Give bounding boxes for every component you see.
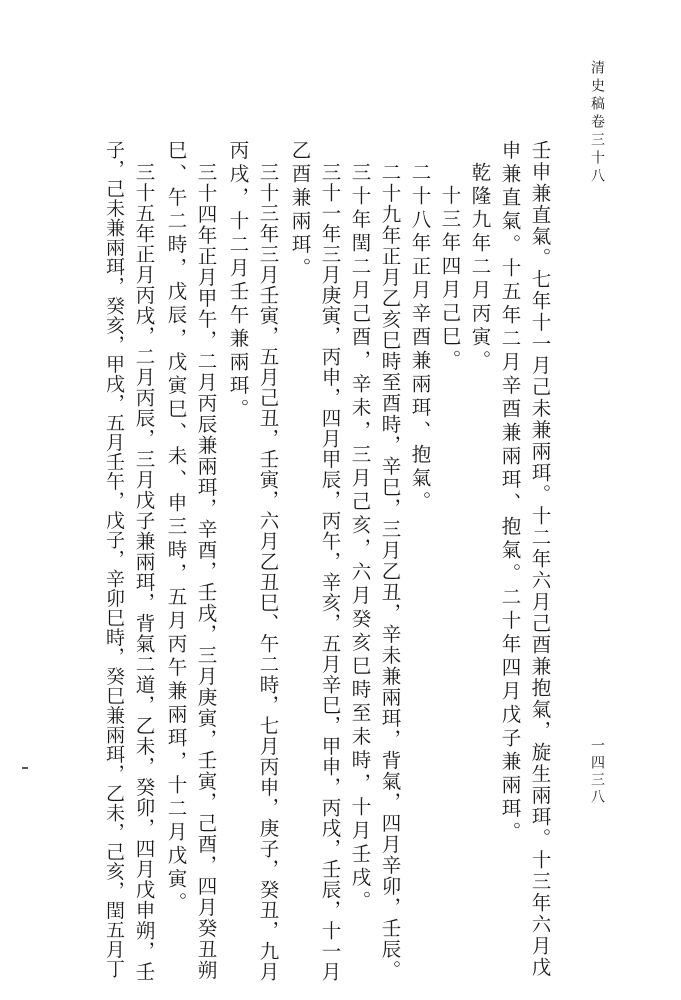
scan-speck xyxy=(22,767,28,769)
text-column: 壬申兼直氣。七年十一月己未兼兩珥。十二年六月己酉兼抱氣，旋生兩珥。十三年六月戊 xyxy=(528,140,552,979)
text-column: 子，己未兼兩珥，癸亥，甲戌，五月壬午，戊子，辛卯巳時，癸巳兼兩珥，乙未，己亥，閏五月丁 xyxy=(103,140,125,979)
text-column: 十三年四月己巳。 xyxy=(438,185,462,373)
text-column: 乾隆九年二月丙寅。 xyxy=(468,162,492,374)
text-column: 丙戌，十二月壬午兼兩珥。 xyxy=(226,140,250,422)
text-column: 三十三年三月壬寅，五月己丑，壬寅，六月乙丑巳、午二時，七月丙申，庚子，癸丑，九月 xyxy=(256,162,280,982)
text-column: 三十年閏二月己酉，辛未，三月己亥，六月癸亥巳時至未時，十月壬戌。 xyxy=(348,162,372,914)
text-column: 巳、午二時，戊辰，戊寅巳、未、申三時，五月丙午兼兩珥，十二月戊寅。 xyxy=(164,140,188,916)
text-column: 二十八年正月辛酉兼兩珥、抱氣。 xyxy=(408,162,432,515)
text-column: 三十一年三月庚寅，丙申，四月甲辰，丙午，辛亥，五月辛巳，甲申，丙戌，壬辰，十一月 xyxy=(318,162,342,982)
text-column: 二十九年正月乙亥巳時至酉時，辛巳，三月乙丑，辛未兼兩珥，背氣，四月辛卯，壬辰。 xyxy=(378,162,402,981)
text-column: 乙酉兼兩珥。 xyxy=(288,140,312,281)
running-header: 清史稿卷三十八 xyxy=(589,60,605,186)
text-column: 申兼直氣。十五年二月辛酉兼兩珥、抱氣。二十年四月戊子兼兩珥。 xyxy=(498,140,522,845)
text-column: 三十四年正月甲午，二月丙辰兼兩珥，辛酉，壬戌，三月庚寅，壬寅，己酉，四月癸丑朔 xyxy=(194,162,218,981)
text-column: 三十五年正月丙戌，二月丙辰，三月戊子兼兩珥，背氣二道，乙未，癸卯，四月戊申朔，壬 xyxy=(132,162,156,982)
page-number: 一四三八 xyxy=(589,738,605,806)
